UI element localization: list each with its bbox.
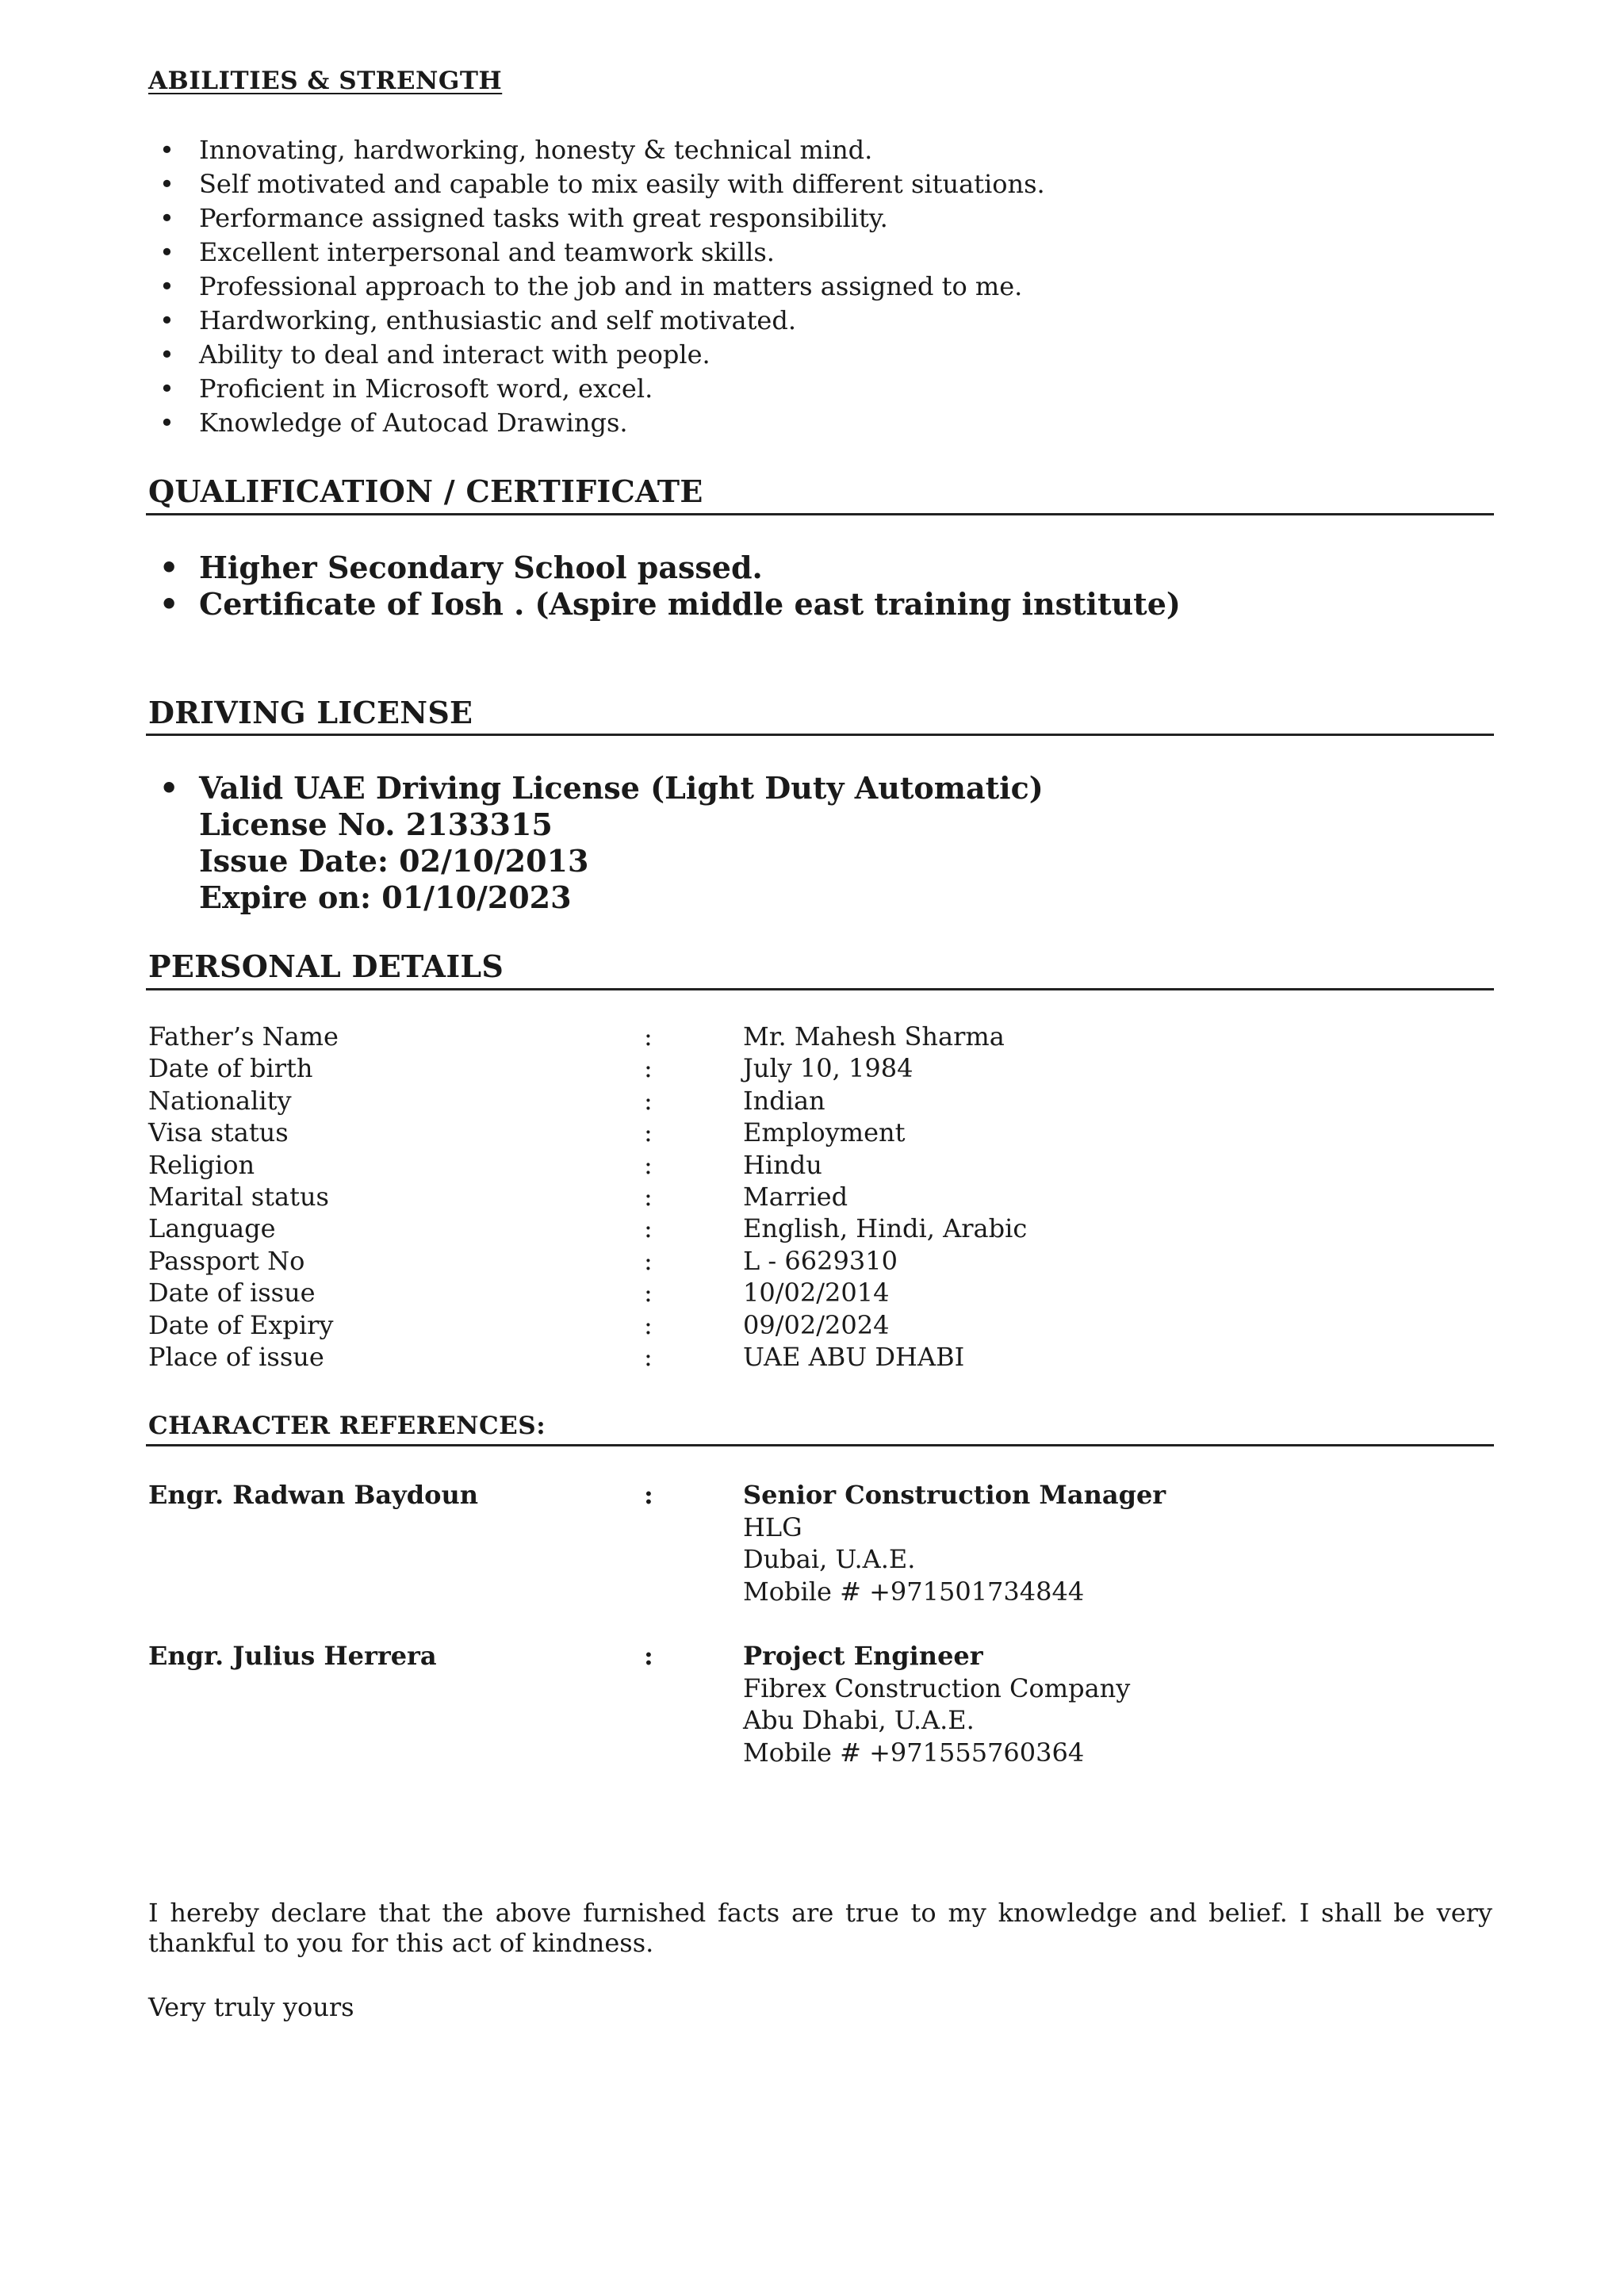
bullet-icon: • (159, 408, 174, 438)
detail-row (148, 1309, 1492, 1341)
reference-separator: : (644, 1641, 653, 1671)
list-item (148, 372, 1045, 406)
reference-title: Senior Construction Manager (743, 1480, 1166, 1510)
detail-row (148, 1341, 1492, 1373)
detail-row (148, 1021, 1492, 1052)
detail-separator: : (644, 1085, 653, 1116)
abilities-heading-text: ABILITIES & STRENGTH (148, 67, 503, 95)
list-item-text: Professional approach to the job and in matters assigned to me. (199, 271, 1023, 301)
reference-location: Abu Dhabi, U.A.E. (743, 1705, 975, 1735)
detail-label: Marital status (148, 1181, 329, 1212)
detail-row (148, 1277, 1492, 1308)
detail-label: Place of issue (148, 1341, 324, 1372)
detail-value: July 10, 1984 (743, 1053, 914, 1084)
detail-label: Nationality (148, 1085, 292, 1116)
detail-value: Mr. Mahesh Sharma (743, 1021, 1005, 1052)
section-divider (146, 1444, 1494, 1446)
reference-mobile: Mobile # +971555760364 (743, 1737, 1085, 1768)
bullet-icon: • (159, 203, 174, 233)
license-expiry-date: Expire on: 01/10/2023 (199, 879, 572, 915)
driving-license-block (148, 770, 1044, 916)
bullet-icon: • (159, 374, 174, 404)
bullet-icon: • (159, 135, 174, 165)
reference-title: Project Engineer (743, 1641, 983, 1671)
list-item-text: Excellent interpersonal and teamwork skills. (199, 237, 775, 267)
detail-separator: : (644, 1021, 653, 1052)
reference-info (743, 1640, 1130, 1768)
bullet-icon: • (159, 550, 179, 585)
detail-value: UAE ABU DHABI (743, 1341, 965, 1372)
detail-value: English, Hindi, Arabic (743, 1213, 1028, 1244)
detail-value: Indian (743, 1085, 825, 1116)
detail-label: Religion (148, 1149, 255, 1180)
license-type: Valid UAE Driving License (Light Duty Automatic) (199, 770, 1044, 806)
bullet-icon: • (159, 271, 174, 301)
list-item (148, 550, 1181, 586)
bullet-icon: • (159, 305, 174, 335)
list-item-text: Ability to deal and interact with people. (199, 339, 710, 370)
bullet-icon: • (159, 770, 179, 806)
closing-text: Very truly yours (148, 1992, 354, 2022)
detail-separator: : (644, 1053, 653, 1084)
declaration-text: I hereby declare that the above furnished facts are true to my knowledge and belief. I shall be very thankful to you for this act of kindness. (148, 1898, 1492, 1958)
section-divider (146, 513, 1494, 515)
detail-label: Passport No (148, 1245, 305, 1276)
detail-row (148, 1245, 1492, 1277)
detail-separator: : (644, 1117, 653, 1148)
abilities-heading (148, 67, 502, 95)
list-item (148, 304, 1045, 338)
detail-separator: : (644, 1213, 653, 1244)
list-item-text: Performance assigned tasks with great responsibility. (199, 203, 888, 233)
reference-info (743, 1479, 1166, 1607)
detail-label: Language (148, 1213, 276, 1244)
detail-label: Date of birth (148, 1053, 313, 1084)
reference-name: Engr. Radwan Baydoun (148, 1480, 478, 1510)
list-item-text: Knowledge of Autocad Drawings. (199, 408, 628, 438)
list-item (148, 586, 1181, 623)
list-item-text: Higher Secondary School passed. (199, 550, 763, 585)
detail-value: Employment (743, 1117, 906, 1148)
qualification-heading: QUALIFICATION / CERTIFICATE (148, 473, 703, 509)
personal-details-table (148, 1021, 1492, 1373)
qualification-list (148, 550, 1181, 623)
detail-separator: : (644, 1309, 653, 1340)
list-item (148, 270, 1045, 304)
list-item (148, 133, 1045, 167)
section-divider (146, 734, 1494, 736)
personal-heading: PERSONAL DETAILS (148, 948, 504, 984)
detail-label: Date of issue (148, 1278, 316, 1308)
detail-separator: : (644, 1149, 653, 1180)
list-item (148, 167, 1045, 201)
detail-value: Married (743, 1181, 848, 1212)
detail-row (148, 1213, 1492, 1244)
detail-value: Hindu (743, 1149, 822, 1180)
bullet-icon: • (159, 586, 179, 622)
detail-row (148, 1052, 1492, 1084)
detail-row (148, 1117, 1492, 1148)
detail-separator: : (644, 1245, 653, 1276)
list-item (148, 406, 1045, 440)
reference-mobile: Mobile # +971501734844 (743, 1576, 1085, 1607)
detail-separator: : (644, 1341, 653, 1372)
detail-label: Date of Expiry (148, 1309, 334, 1340)
reference-name: Engr. Julius Herrera (148, 1641, 437, 1671)
bullet-icon: • (159, 237, 174, 267)
driving-heading: DRIVING LICENSE (148, 695, 473, 730)
abilities-list (148, 133, 1045, 440)
license-number: License No. 2133315 (199, 807, 553, 842)
bullet-icon: • (159, 339, 174, 370)
list-item (148, 236, 1045, 270)
detail-separator: : (644, 1278, 653, 1308)
detail-separator: : (644, 1181, 653, 1212)
detail-row (148, 1085, 1492, 1117)
reference-separator: : (644, 1480, 653, 1510)
license-issue-date: Issue Date: 02/10/2013 (199, 843, 589, 879)
detail-label: Visa status (148, 1117, 289, 1148)
list-item-text: Hardworking, enthusiastic and self motivated. (199, 305, 797, 335)
bullet-icon: • (159, 169, 174, 199)
section-divider (146, 988, 1494, 990)
detail-label: Father’s Name (148, 1021, 339, 1052)
detail-value: 10/02/2014 (743, 1278, 890, 1308)
list-item (148, 201, 1045, 236)
references-heading: CHARACTER REFERENCES: (148, 1412, 546, 1440)
list-item-text: Certificate of Iosh . (Aspire middle east training institute) (199, 586, 1181, 622)
list-item-text: Proficient in Microsoft word, excel. (199, 374, 653, 404)
detail-row (148, 1149, 1492, 1181)
detail-row (148, 1181, 1492, 1213)
list-item-text: Innovating, hardworking, honesty & technical mind. (199, 135, 873, 165)
reference-company: HLG (743, 1511, 802, 1542)
list-item (148, 338, 1045, 372)
detail-value: 09/02/2024 (743, 1309, 890, 1340)
reference-company: Fibrex Construction Company (743, 1672, 1131, 1703)
detail-value: L - 6629310 (743, 1245, 898, 1276)
reference-location: Dubai, U.A.E. (743, 1544, 916, 1574)
list-item-text: Self motivated and capable to mix easily with different situations. (199, 169, 1045, 199)
